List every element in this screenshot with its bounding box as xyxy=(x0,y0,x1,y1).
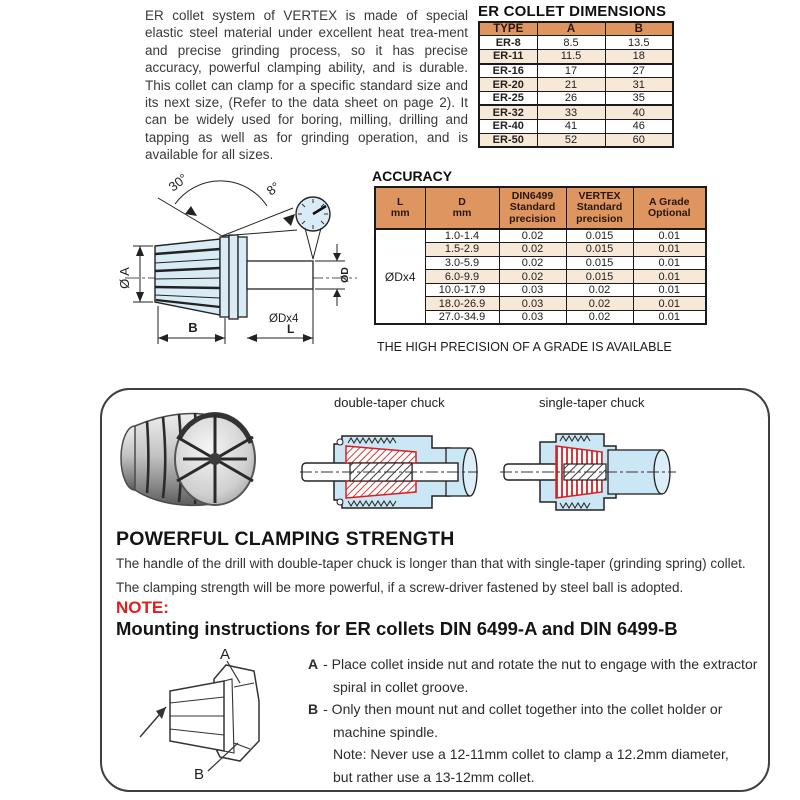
gauge-pointer-line xyxy=(313,228,321,259)
col-header-l: L mm xyxy=(375,187,425,229)
cell-din: 0.03 xyxy=(499,297,566,311)
cell-vertex: 0.015 xyxy=(566,270,633,284)
table-row xyxy=(479,36,673,50)
cell-din: 0.03 xyxy=(499,311,566,325)
accuracy-footnote: THE HIGH PRECISION OF A GRADE IS AVAILABLE xyxy=(377,340,672,354)
l-span-cell: ØDx4 xyxy=(375,229,425,324)
collet-technical-drawing xyxy=(25,166,370,366)
cell-din: 0.02 xyxy=(499,270,566,284)
cell-d: 1.5-2.9 xyxy=(425,243,499,257)
instruction-line xyxy=(308,743,738,766)
table-row xyxy=(479,105,673,119)
diagram-label-a: A xyxy=(220,646,231,663)
single-taper-chuck-label: single-taper chuck xyxy=(539,395,645,410)
cell-grade: 0.01 xyxy=(633,229,706,243)
table-row xyxy=(375,311,706,325)
cell-a: 17 xyxy=(537,64,605,78)
mounting-diagram xyxy=(128,645,298,785)
cell-type: ER-16 xyxy=(479,64,537,78)
cell-type: ER-40 xyxy=(479,119,537,133)
table-row xyxy=(375,243,706,257)
cell-a: 21 xyxy=(537,78,605,92)
cell-type: ER-8 xyxy=(479,36,537,50)
table-row xyxy=(479,91,673,105)
cell-b: 60 xyxy=(605,133,673,147)
cell-din: 0.02 xyxy=(499,256,566,270)
dim-l-label: L xyxy=(287,322,295,336)
cell-vertex: 0.015 xyxy=(566,243,633,257)
cell-b: 46 xyxy=(605,119,673,133)
nut-ring xyxy=(238,237,247,317)
cell-a: 26 xyxy=(537,91,605,105)
cell-vertex: 0.015 xyxy=(566,229,633,243)
col-header-type: TYPE xyxy=(479,22,537,36)
col-header-vertex: VERTEX Standard precision xyxy=(566,187,633,229)
col-header-grade: A Grade Optional xyxy=(633,187,706,229)
cell-a: 33 xyxy=(537,105,605,119)
cell-type: ER-11 xyxy=(479,50,537,64)
table-row xyxy=(479,78,673,92)
screw-detail xyxy=(337,499,343,505)
instruction-text: - Place collet inside nut and rotate the nut to engage with the extractor xyxy=(323,656,758,672)
cell-a: 52 xyxy=(537,133,605,147)
intro-paragraph: ER collet system of VERTEX is made of special elastic steel material under excellent heat trea-ment and precise grinding process, so it has precise accuracy, powerful clamping ability, and is durable. This collet can clamp for a specific standard size and its next size, (Refer to the data sheet on page 2). It can be widely used for boring, milling, drilling and tapping as well as for grinding operation, and is available for all sizes. xyxy=(145,8,468,163)
dim-arrowhead xyxy=(215,334,225,342)
accuracy-table xyxy=(374,186,707,325)
cell-a: 11.5 xyxy=(537,50,605,64)
diagram-label-b: B xyxy=(194,766,205,783)
dia-d-label: ØD xyxy=(339,267,351,283)
cell-type: ER-32 xyxy=(479,105,537,119)
dim-b-label: B xyxy=(188,320,198,335)
table-row xyxy=(479,64,673,78)
clamping-heading: POWERFUL CLAMPING STRENGTH xyxy=(116,528,455,550)
table-row xyxy=(479,119,673,133)
dim-arrowhead xyxy=(136,246,144,256)
instruction-text: Note: Never use a 12-11mm collet to clamp a 12.2mm diameter, xyxy=(333,746,729,762)
cell-vertex: 0.015 xyxy=(566,256,633,270)
dim-arrowhead xyxy=(303,334,313,342)
dim-arrowhead xyxy=(333,253,341,261)
nut-ring xyxy=(229,235,238,319)
instruction-line xyxy=(308,676,738,699)
col-header-b: B xyxy=(605,22,673,36)
clamping-text-line1: The handle of the drill with double-taper chuck is longer than that with single-taper (grinding spring) collet. xyxy=(116,556,746,571)
cell-a: 41 xyxy=(537,119,605,133)
cell-b: 40 xyxy=(605,105,673,119)
instruction-line xyxy=(308,721,738,744)
cell-grade: 0.01 xyxy=(633,270,706,284)
accuracy-header-row xyxy=(375,187,706,229)
instruction-text: spiral in collet groove. xyxy=(333,678,469,695)
cell-d: 1.0-1.4 xyxy=(425,229,499,243)
cell-vertex: 0.02 xyxy=(566,311,633,325)
angle-leg xyxy=(222,230,297,236)
cell-grade: 0.01 xyxy=(633,256,706,270)
double-taper-diagram xyxy=(300,422,480,524)
dim-arrowhead xyxy=(333,289,341,297)
angle-arrowhead xyxy=(185,206,197,216)
instruction-text: machine spindle. xyxy=(333,723,439,740)
col-header-a: A xyxy=(537,22,605,36)
cell-grade: 0.01 xyxy=(633,243,706,257)
cell-b: 31 xyxy=(605,78,673,92)
instruction-line xyxy=(308,653,758,676)
accuracy-title: ACCURACY xyxy=(372,168,453,184)
col-header-din: DIN6499 Standard precision xyxy=(499,187,566,229)
angle-leg xyxy=(158,198,222,236)
cell-grade: 0.01 xyxy=(633,311,706,325)
dimensions-header-row xyxy=(479,22,673,36)
instruction-letter: B xyxy=(308,701,319,717)
front-face-bore xyxy=(209,453,221,465)
shaft xyxy=(247,261,313,289)
cell-grade: 0.01 xyxy=(633,297,706,311)
note-label: NOTE: xyxy=(116,598,169,617)
cell-d: 6.0-9.9 xyxy=(425,270,499,284)
instruction-line xyxy=(308,698,738,721)
table-row xyxy=(375,297,706,311)
table-row xyxy=(479,133,673,147)
mounting-instructions xyxy=(308,653,758,788)
cell-grade: 0.01 xyxy=(633,283,706,297)
table-row xyxy=(375,283,706,297)
cell-a: 8.5 xyxy=(537,36,605,50)
screw-detail xyxy=(337,439,343,445)
cell-type: ER-20 xyxy=(479,78,537,92)
angle-arc xyxy=(175,181,267,206)
dia-a-label: Ø A xyxy=(117,267,132,289)
cell-b: 13.5 xyxy=(605,36,673,50)
mounting-heading: Mounting instructions for ER collets DIN 6499-A and DIN 6499-B xyxy=(116,618,678,639)
cell-d: 10.0-17.9 xyxy=(425,283,499,297)
clamping-text-line2: The clamping strength will be more powerful, if a screw-driver fastened by steel ball is adopted. xyxy=(116,580,684,595)
cell-type: ER-25 xyxy=(479,91,537,105)
gauge-pointer-line xyxy=(305,228,313,259)
col-header-d: D mm xyxy=(425,187,499,229)
cell-d: 18.0-26.9 xyxy=(425,297,499,311)
dim-arrowhead xyxy=(158,334,168,342)
dimensions-title: ER COLLET DIMENSIONS xyxy=(478,3,667,20)
cell-vertex: 0.02 xyxy=(566,283,633,297)
cell-din: 0.02 xyxy=(499,243,566,257)
instruction-text: but rather use a 13-12mm collet. xyxy=(333,768,535,785)
cell-b: 35 xyxy=(605,91,673,105)
angle-arrowhead xyxy=(283,214,295,226)
table-row xyxy=(375,256,706,270)
cell-b: 18 xyxy=(605,50,673,64)
dia-dx4-label: ØDx4 xyxy=(269,313,299,325)
angle-leg xyxy=(222,208,293,236)
cell-vertex: 0.02 xyxy=(566,297,633,311)
nut-ring xyxy=(220,237,229,317)
single-taper-diagram xyxy=(500,422,680,524)
table-row xyxy=(479,50,673,64)
table-row xyxy=(375,229,706,243)
collet-photo xyxy=(115,403,265,515)
cell-d: 27.0-34.9 xyxy=(425,311,499,325)
cell-type: ER-50 xyxy=(479,133,537,147)
instruction-letter: A xyxy=(308,656,319,672)
instruction-line xyxy=(308,766,738,789)
instruction-text: - Only then mount nut and collet together into the collet holder or xyxy=(323,701,723,717)
dim-arrowhead xyxy=(136,292,144,302)
cell-din: 0.02 xyxy=(499,229,566,243)
dimensions-table xyxy=(478,21,674,148)
cell-b: 27 xyxy=(605,64,673,78)
table-row xyxy=(375,270,706,284)
cell-d: 3.0-5.9 xyxy=(425,256,499,270)
cell-din: 0.03 xyxy=(499,283,566,297)
angle-30-label: 30° xyxy=(165,170,191,195)
angle-8-label: 8° xyxy=(263,178,283,199)
double-taper-chuck-label: double-taper chuck xyxy=(334,395,445,410)
dim-arrowhead xyxy=(247,334,257,342)
